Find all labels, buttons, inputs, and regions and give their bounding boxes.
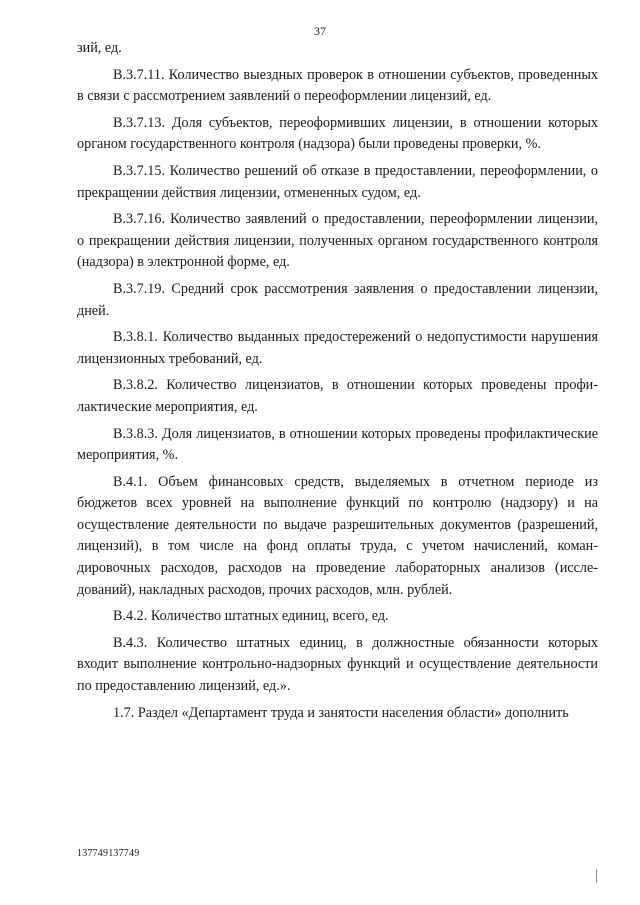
paragraph-b-3-7-15: В.3.7.15. Количество решений об отказе в предоставлении, переоформлении, о прекращении действия лицензии, отмененных судом, ед.: [77, 162, 598, 201]
paragraph-continuation: зий, ед.: [77, 40, 122, 56]
paragraph-b-4-3: В.4.3. Количество штатных единиц, в должностные обязанности которых входит выполнение контрольно-надзорных функций и осуществление деятельности по предоставлению лицензий, ед.».: [77, 634, 598, 695]
page-number: 37: [314, 24, 326, 38]
paragraph-b-3-7-11: В.3.7.11. Количество выездных проверок в отношении субъектов, проведенных в связи с рассмотрением заявлений о переоформлении лицензий, ед.: [77, 66, 598, 105]
document-code: 137749137749: [77, 848, 140, 859]
paragraph-b-4-2: В.4.2. Количество штатных единиц, всего, ед.: [113, 608, 389, 625]
paragraph-b-3-8-1: В.3.8.1. Количество выданных предостережений о недопустимости нарушения лицензионных требований, ед.: [77, 329, 598, 367]
paragraph-b-3-7-13: В.3.7.13. Доля субъектов, переоформивших лицензии, в отношении которых органом государственного контроля (надзора) были проведены проверки, %.: [77, 114, 598, 153]
paragraph-b-3-7-16: В.3.7.16. Количество заявлений о предоставлении, переоформлении лицензии, о прекращении действия лицензии, полученных органом государственного контроля (надзора) в электронной форме, ед.: [77, 211, 598, 271]
document-body: [77, 38, 598, 729]
paragraph-b-4-1: В.4.1. Объем финансовых средств, выделяемых в отчетном периоде из бюджетов всех уровней на выполнение функций по контролю (надзору) и на осуществление деятельности по выдаче разрешительных документов (разрешений, лицензий), в том числе на фонд оплаты труда, с учетом начислений, командировочных расходов, расходов на проведение лабораторных анализов (исследований), накладных расходов, прочих расходов, млн. рублей.: [77, 473, 598, 598]
scan-mark: [596, 869, 597, 883]
paragraph-b-3-8-3: В.3.8.3. Доля лицензиатов, в отношении которых проведены профилактические мероприятия, %.: [77, 425, 598, 464]
paragraph-b-3-8-2: В.3.8.2. Количество лицензиатов, в отношении которых проведены профилактические мероприятия, ед.: [77, 377, 598, 415]
paragraph-1-7: 1.7. Раздел «Департамент труда и занятости населения области» дополнить: [113, 704, 569, 721]
paragraph-b-3-7-19: В.3.7.19. Средний срок рассмотрения заявления о предоставлении лицензии, дней.: [77, 280, 598, 319]
